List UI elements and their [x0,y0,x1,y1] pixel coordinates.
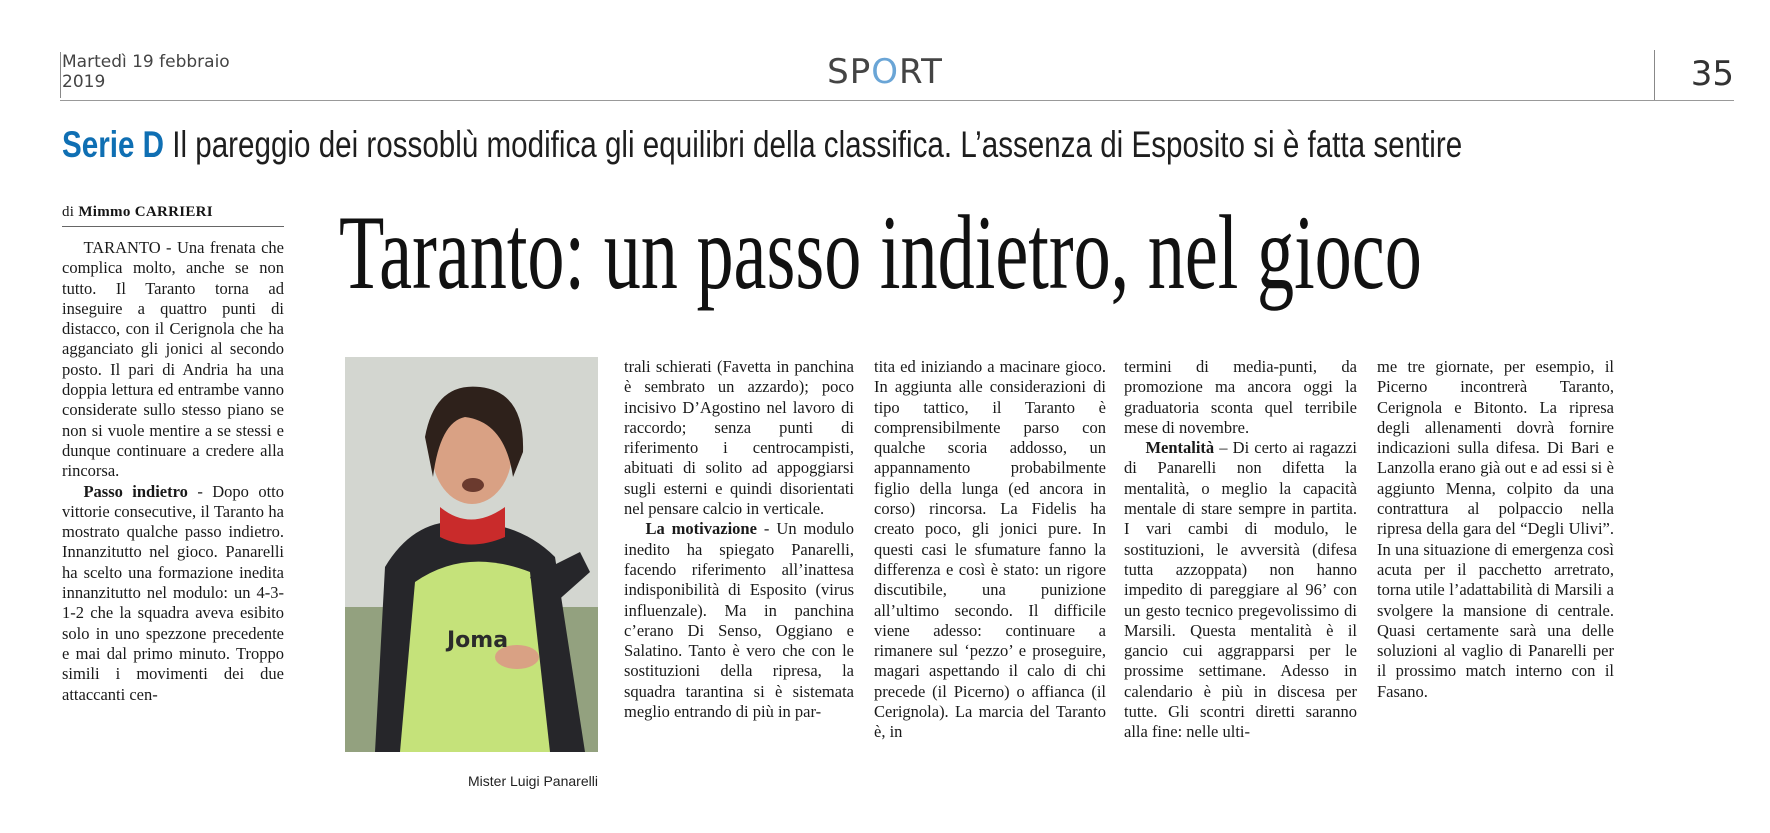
section-title-start: SP [827,52,872,92]
byline-rule [62,226,284,227]
article-column-1 [62,238,284,705]
column-4-paragraph-1: termini di media-punti, da promozione ma ancora oggi la graduatoria sconta quel terribile mese di novembre. [1124,357,1357,437]
article-column-5 [1377,357,1614,702]
article-column-2 [624,357,854,722]
coach-photo [345,357,598,752]
kicker [62,123,1462,167]
photo-caption: Mister Luigi Panarelli [468,773,598,789]
column-3-paragraph-1: tita ed iniziando a macinare gioco. In aggiunta alle considerazioni di tipo tattico, il Taranto è comprensibilmente parso con qualche scoria addosso, un appannamento probabilmente figlio della lunga (ed ancora in corso) rincorsa. La Fidelis ha creato poco, gli jonici pure. In questi casi le sfumature fanno la differenza e così è stato: un rigore discutibile, una punizione all’ultimo secondo. Il difficile viene adesso: continuare a rimanere sul ‘pezzo’ e proseguire, magari aspettando il calo di chi precede (il Picerno) o affianca (il Cerignola). La marcia del Taranto è, in [874,357,1106,742]
subhead-la-motivazione: La motivazione [645,519,757,539]
section-title-end: RT [898,52,943,92]
section-title-q: O [871,52,899,92]
column-1-paragraph-2 [62,482,284,705]
byline-author: Mimmo CARRIERI [78,204,213,220]
article-column-3 [874,357,1106,743]
column-2-paragraph-2-body: - Un modulo inedito ha spiegato Panarelli, facendo riferimento all’inattesa indisponibilità di Esposito (virus influenzale). Ma in panchina c’erano Di Senso, Oggiano e Salatino. Tanto è vero che con le sostituzioni della ripresa, la squadra tarantina si è sistemata meglio entrando di più in par- [624,519,854,722]
issue-date-line2: 2019 [62,72,106,92]
subhead-mentalita: Mentalità [1145,438,1215,458]
subhead-passo-indietro: Passo indietro [83,481,188,501]
article-column-4 [1124,357,1357,743]
column-5-paragraph-1: me tre giornate, per esempio, il Picerno incontrerà Taranto, Cerignola e Bitonto. La ripresa degli allenamenti dovrà fornire indicazioni sulla difesa. Di Bari e Lanzolla erano già out e ad essi si è aggiunto Menna, colpito da una contrattura al polpaccio nella ripresa della gara del “Degli Ulivi”. In una situazione di emergenza così acuta per il pacchetto arretrato, torna utile l’adattabilità di Marsili a svolgere la mansione di centrale. Quasi certamente sarà una delle soluzioni al vaglio di Panarelli per il prossimo match interno con il Fasano. [1377,357,1614,701]
issue-date-line1: Martedì 19 febbraio [62,52,230,72]
headline: Taranto: un passo indietro, nel gioco [339,194,1422,311]
kicker-text: Il pareggio dei rossoblù modifica gli equilibri della classifica. L’assenza di Esposito si è fatta sentire [164,124,1463,165]
byline [62,204,213,221]
column-4-paragraph-2 [1124,438,1357,742]
column-4-paragraph-2-body: – Di certo ai ragazzi di Panarelli non difetta la mentalità, o meglio la capacità mentale di stare sempre in partita. I vari cambi di modulo, le sostituzioni, le avversità (difesa tutta azzoppata) non hanno impedito di pareggiare al 96’ con un gesto tecnico pregevolissimo di Marsili. Questa mentalità è il gancio cui aggrapparsi per le prossime settimane. Adesso in calendario è più in discesa per tutte. Gli scontri diretti saranno alla fine: nelle ulti- [1124,438,1357,742]
column-1-paragraph-1: TARANTO - Una frenata che complica molto, anche se non tutto. Il Taranto torna ad inseguire a quattro punti di distacco, con il Cerignola che ha agganciato gli jonici al secondo posto. Il pari di Andria ha una doppia lettura ed entrambe vanno considerate sullo stesso piano se non si vuole mentire a se stessi e dunque continuare a credere alla rincorsa. [62,238,284,481]
jersey-brand: Joma [447,628,509,653]
kicker-tag: Serie D [62,124,165,165]
column-1-paragraph-2-body: - Dopo otto vittorie consecutive, il Taranto ha mostrato qualche passo indietro. Innanzitutto nel gioco. Panarelli ha scelto una formazione inedita innanzitutto nel modulo: un 4-3-1-2 che la squadra aveva esibito solo in uno spezzone precedente e mai dal primo minuto. Troppo simili i movimenti dei due attaccanti cen- [62,481,284,704]
column-2-paragraph-1: trali schierati (Favetta in panchina è sembrato un azzardo); poco incisivo D’Agostino nel lavoro di raccordo; senza punti di riferimento i centrocampisti, abituati di solito ad appoggiarsi sugli esterni e quindi disorientati nel pensare calcio in verticale. [624,357,854,519]
page-number: 35 [1654,50,1734,100]
section-title [0,52,1770,92]
masthead-rule [60,100,1734,101]
column-2-paragraph-2 [624,519,854,722]
coach-photo-illustration [345,357,598,752]
byline-prefix: di [62,204,79,220]
